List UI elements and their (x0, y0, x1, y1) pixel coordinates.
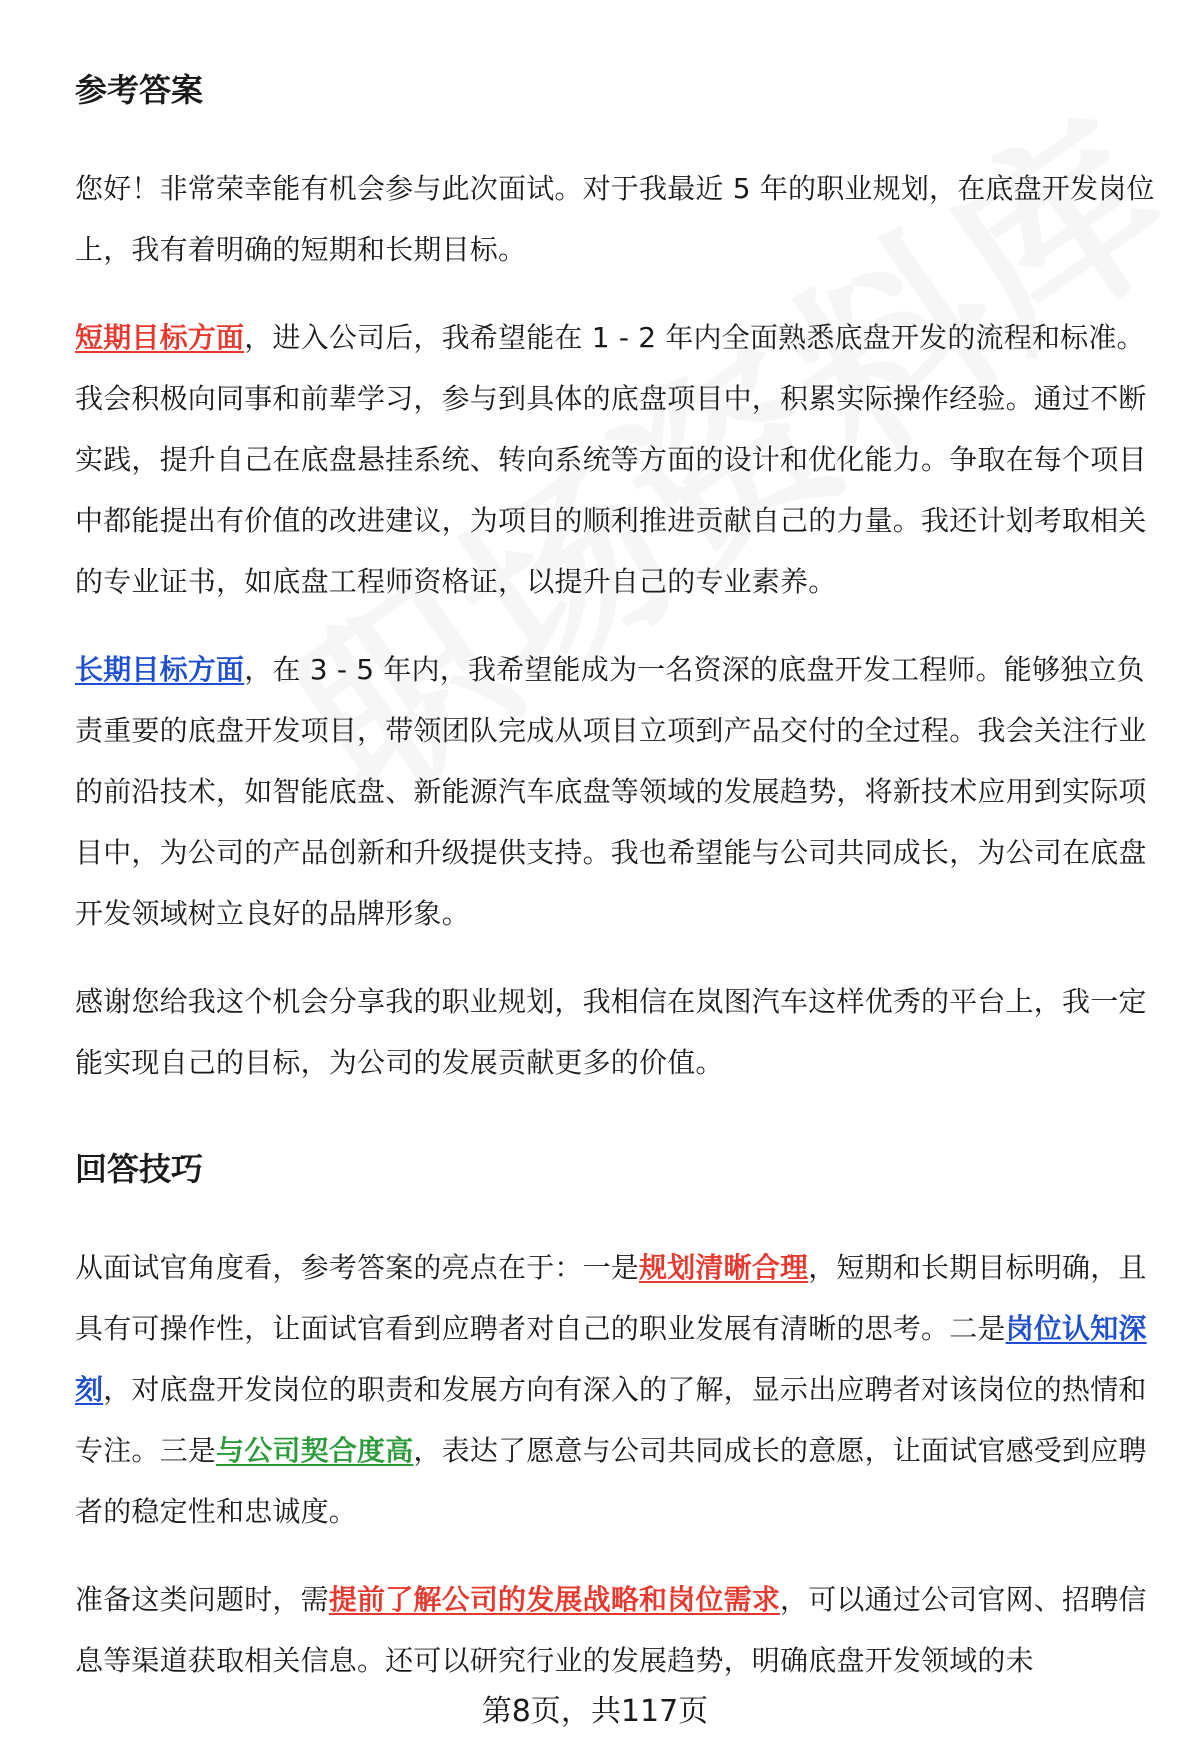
tips-p1-text-d: ，表达了愿意与公司共同成长的意愿，让面试官感受到应聘者的稳定性和忠诚度。 (75, 1434, 1147, 1528)
tips-p2-text-b: ，可以通过公司官网、招聘信息等渠道获取相关信息。还可以研究行业的发展趋势，明确底盘开发领域的未 (75, 1583, 1147, 1677)
long-term-text: ，在 3 - 5 年内，我希望能成为一名资深的底盘开发工程师。能够独立负责重要的底盘开发项目，带领团队完成从项目立项到产品交付的全过程。我会关注行业的前沿技术，如智能底盘、新能源汽车底盘等领域的发展趋势，将新技术应用到实际项目中，为公司的产品创新和升级提供支持。我也希望能与公司共同成长，为公司在底盘开发领域树立良好的品牌形象。 (75, 653, 1147, 930)
tips-p1-text-c: ，对底盘开发岗位的职责和发展方向有深入的了解，显示出应聘者对该岗位的热情和专注。三是 (75, 1373, 1147, 1467)
tips-paragraph-2 (75, 1569, 1170, 1691)
short-term-paragraph (75, 307, 1170, 612)
long-term-paragraph (75, 639, 1170, 944)
tips-highlight-role-understanding: 岗位认知深刻 (75, 1312, 1147, 1406)
short-term-text: ，进入公司后，我希望能在 1 - 2 年内全面熟悉底盘开发的流程和标准。我会积极向同事和前辈学习，参与到具体的底盘项目中，积累实际操作经验。通过不断实践，提升自己在底盘悬挂系统、转向系统等方面的设计和优化能力。争取在每个项目中都能提出有价值的改进建议，为项目的顺利推进贡献自己的力量。我还计划考取相关的专业证书，如底盘工程师资格证，以提升自己的专业素养。 (75, 321, 1147, 598)
tips-highlight-research: 提前了解公司的发展战略和岗位需求 (328, 1583, 781, 1616)
tips-highlight-planning: 规划清晰合理 (639, 1251, 809, 1284)
tips-heading: 回答技巧 (75, 1150, 204, 1188)
short-term-label: 短期目标方面 (75, 321, 245, 354)
tips-p2-text-a: 准备这类问题时，需 (75, 1583, 329, 1616)
answer-closing-paragraph: 感谢您给我这个机会分享我的职业规划，我相信在岚图汽车这样优秀的平台上，我一定能实现自己的目标，为公司的发展贡献更多的价值。 (75, 985, 1147, 1079)
tips-p1-text-b: ，短期和长期目标明确，且具有可操作性，让面试官看到应聘者对自己的职业发展有清晰的思考。二是 (75, 1251, 1147, 1345)
document-content (75, 62, 1170, 1691)
long-term-label: 长期目标方面 (75, 653, 245, 686)
tips-p1-text-a: 从面试官角度看，参考答案的亮点在于：一是 (75, 1251, 640, 1284)
answer-intro-paragraph: 您好！非常荣幸能有机会参与此次面试。对于我最近 5 年的职业规划，在底盘开发岗位上，我有着明确的短期和长期目标。 (75, 172, 1155, 266)
tips-paragraph-1 (75, 1237, 1170, 1542)
tips-highlight-company-fit: 与公司契合度高 (216, 1434, 414, 1467)
answer-heading: 参考答案 (75, 71, 204, 109)
page-number-footer: 第8页，共117页 (481, 1694, 709, 1729)
